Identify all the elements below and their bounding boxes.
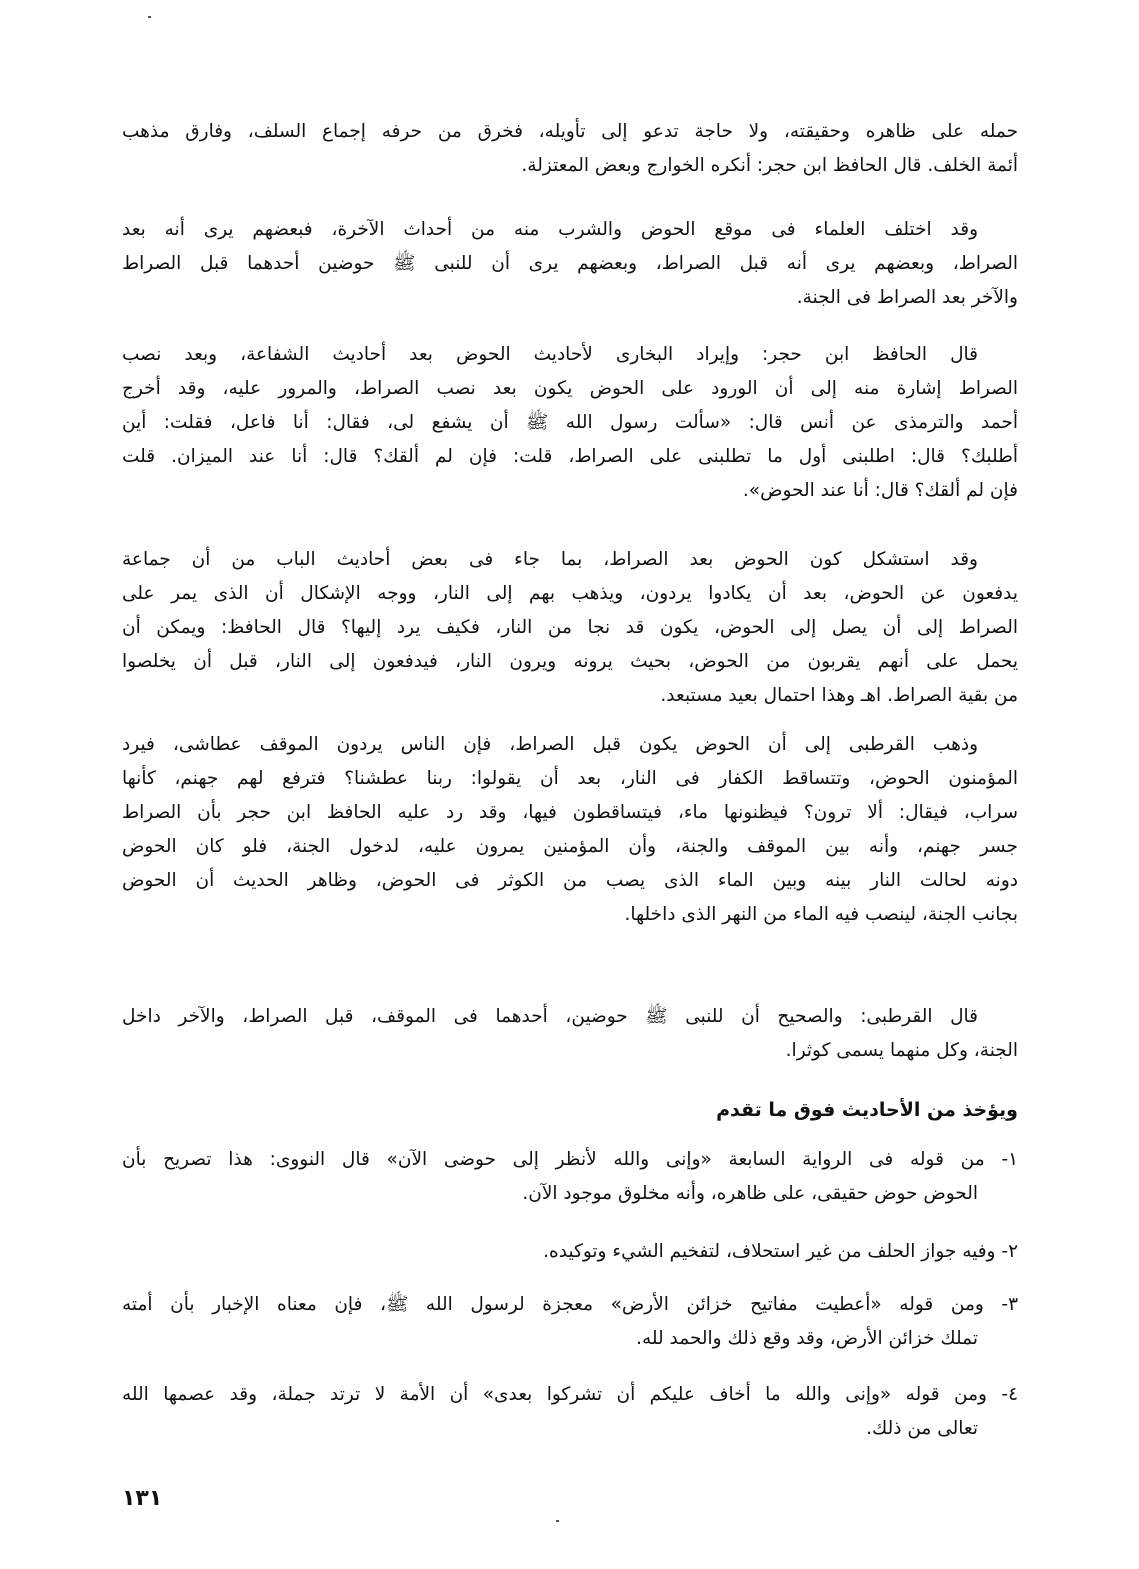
text-line: وذهب القرطبى إلى أن الحوض يكون قبل الصراط، فإن الناس يردون الموقف عطاشى، فيرد: [122, 734, 978, 755]
text-line: الصراط إلى أن يصل إلى الحوض، يكون قد نجا من النار، فكيف يرد إليها؟ قال الحافظ: ويمكن أن: [122, 617, 1018, 638]
text-line: الجنة، وكل منهما يسمى كوثرا.: [785, 1040, 1018, 1061]
paragraph: [122, 543, 1018, 713]
text-line: أطلبك؟ قال: اطلبنى أول ما تطلبنى على الصراط، قلت: فإن لم ألقك؟ قال: أنا عند الميزان. قلت: [122, 446, 1018, 467]
text-line: سراب، فيقال: ألا ترون؟ فيظنونها ماء، فيتساقطون فيها، وقد رد عليه الحافظ ابن حجر بأن الصراط: [122, 802, 1018, 823]
text-line: أئمة الخلف. قال الحافظ ابن حجر: أنكره الخوارج وبعض المعتزلة.: [521, 155, 1018, 176]
text-line: ١- من قوله فى الرواية السابعة «وإنى والله لأنظر إلى حوضى الآن» قال النووى: هذا تصريح بأن: [122, 1149, 1018, 1170]
text-line: قال القرطبى: والصحيح أن للنبى ﷺ حوضين، أحدهما فى الموقف، قبل الصراط، والآخر داخل: [122, 1006, 978, 1027]
text-line: والآخر بعد الصراط فى الجنة.: [796, 287, 1018, 308]
page-number: ١٣١: [122, 1486, 163, 1511]
paragraph: [122, 1000, 1018, 1068]
paragraph: [122, 728, 1018, 932]
list-item: [122, 1235, 1018, 1269]
section-heading: ويؤخذ من الأحاديث فوق ما تقدم: [716, 1099, 1018, 1121]
text-line: قال الحافظ ابن حجر: وإيراد البخارى لأحاديث الحوض بعد أحاديث الشفاعة، وبعد نصب: [122, 344, 978, 365]
text-line: تملك خزائن الأرض، وقد وقع ذلك والحمد لله.: [636, 1328, 978, 1349]
text-line: المؤمنون الحوض، وتتساقط الكفار فى النار، بعد أن يقولوا: ربنا عطشنا؟ فترفع لهم جهنم، كأنها: [122, 768, 1018, 789]
paragraph: [122, 338, 1018, 508]
text-line: الصراط إشارة منه إلى أن الورود على الحوض يكون بعد نصب الصراط، والمرور عليه، وقد أخرج: [122, 378, 1018, 399]
text-line: يدفعون عن الحوض، بعد أن يكادوا يردون، ويذهب بهم إلى النار، ووجه الإشكال أن الذى يمر على: [122, 583, 1018, 604]
text-line: ٤- ومن قوله «وإنى والله ما أخاف عليكم أن تشركوا بعدى» أن الأمة لا ترتد جملة، وقد عصمها الله: [122, 1384, 1018, 1405]
text-line: فإن لم ألقك؟ قال: أنا عند الحوض».: [742, 480, 1018, 501]
list-item: [122, 1288, 1018, 1356]
text-line: جسر جهنم، وأنه بين الموقف والجنة، وأن المؤمنين يمرون عليه، لدخول الجنة، فلو كان الحوض: [122, 836, 1018, 857]
text-line: تعالى من ذلك.: [866, 1418, 978, 1439]
paragraph: [122, 115, 1018, 183]
text-line: ٢- وفيه جواز الحلف من غير استحلاف، لتفخيم الشيء وتوكيده.: [543, 1241, 1018, 1262]
text-line: من بقية الصراط. اهـ وهذا احتمال بعيد مستبعد.: [660, 685, 1018, 706]
text-line: وقد اختلف العلماء فى موقع الحوض والشرب منه من أحداث الآخرة، فبعضهم يرى أنه بعد: [122, 219, 978, 240]
list-item: [122, 1143, 1018, 1211]
paragraph: [122, 213, 1018, 315]
text-line: الصراط، وبعضهم يرى أنه قبل الصراط، وبعضهم يرى أن للنبى ﷺ حوضين أحدهما قبل الصراط: [122, 253, 1018, 274]
text-line: الحوض حوض حقيقى، على ظاهره، وأنه مخلوق موجود الآن.: [522, 1183, 978, 1204]
list-item: [122, 1378, 1018, 1446]
scan-speck: [556, 1520, 559, 1522]
text-line: وقد استشكل كون الحوض بعد الصراط، بما جاء فى بعض أحاديث الباب من أن جماعة: [122, 549, 978, 570]
text-line: دونه لحالت النار بينه وبين الماء الذى يصب من الكوثر فى الحوض، وظاهر الحديث أن الحوض: [122, 870, 1018, 891]
text-line: ٣- ومن قوله «أعطيت مفاتيح خزائن الأرض» معجزة لرسول الله ﷺ، فإن معناه الإخبار بأن أمته: [122, 1294, 1018, 1315]
scan-speck: [148, 16, 151, 18]
text-line: حمله على ظاهره وحقيقته، ولا حاجة تدعو إلى تأويله، فخرق من حرفه إجماع السلف، وفارق مذهب: [122, 121, 1018, 142]
text-line: يحمل على أنهم يقربون من الحوض، بحيث يرونه ويرون النار، فيدفعون إلى النار، قبل أن يخلصوا: [122, 651, 1018, 672]
text-line: أحمد والترمذى عن أنس قال: «سألت رسول الله ﷺ أن يشفع لى، فقال: أنا فاعل، فقلت: أين: [122, 412, 1018, 433]
text-line: بجانب الجنة، لينصب فيه الماء من النهر الذى داخلها.: [624, 904, 1018, 925]
